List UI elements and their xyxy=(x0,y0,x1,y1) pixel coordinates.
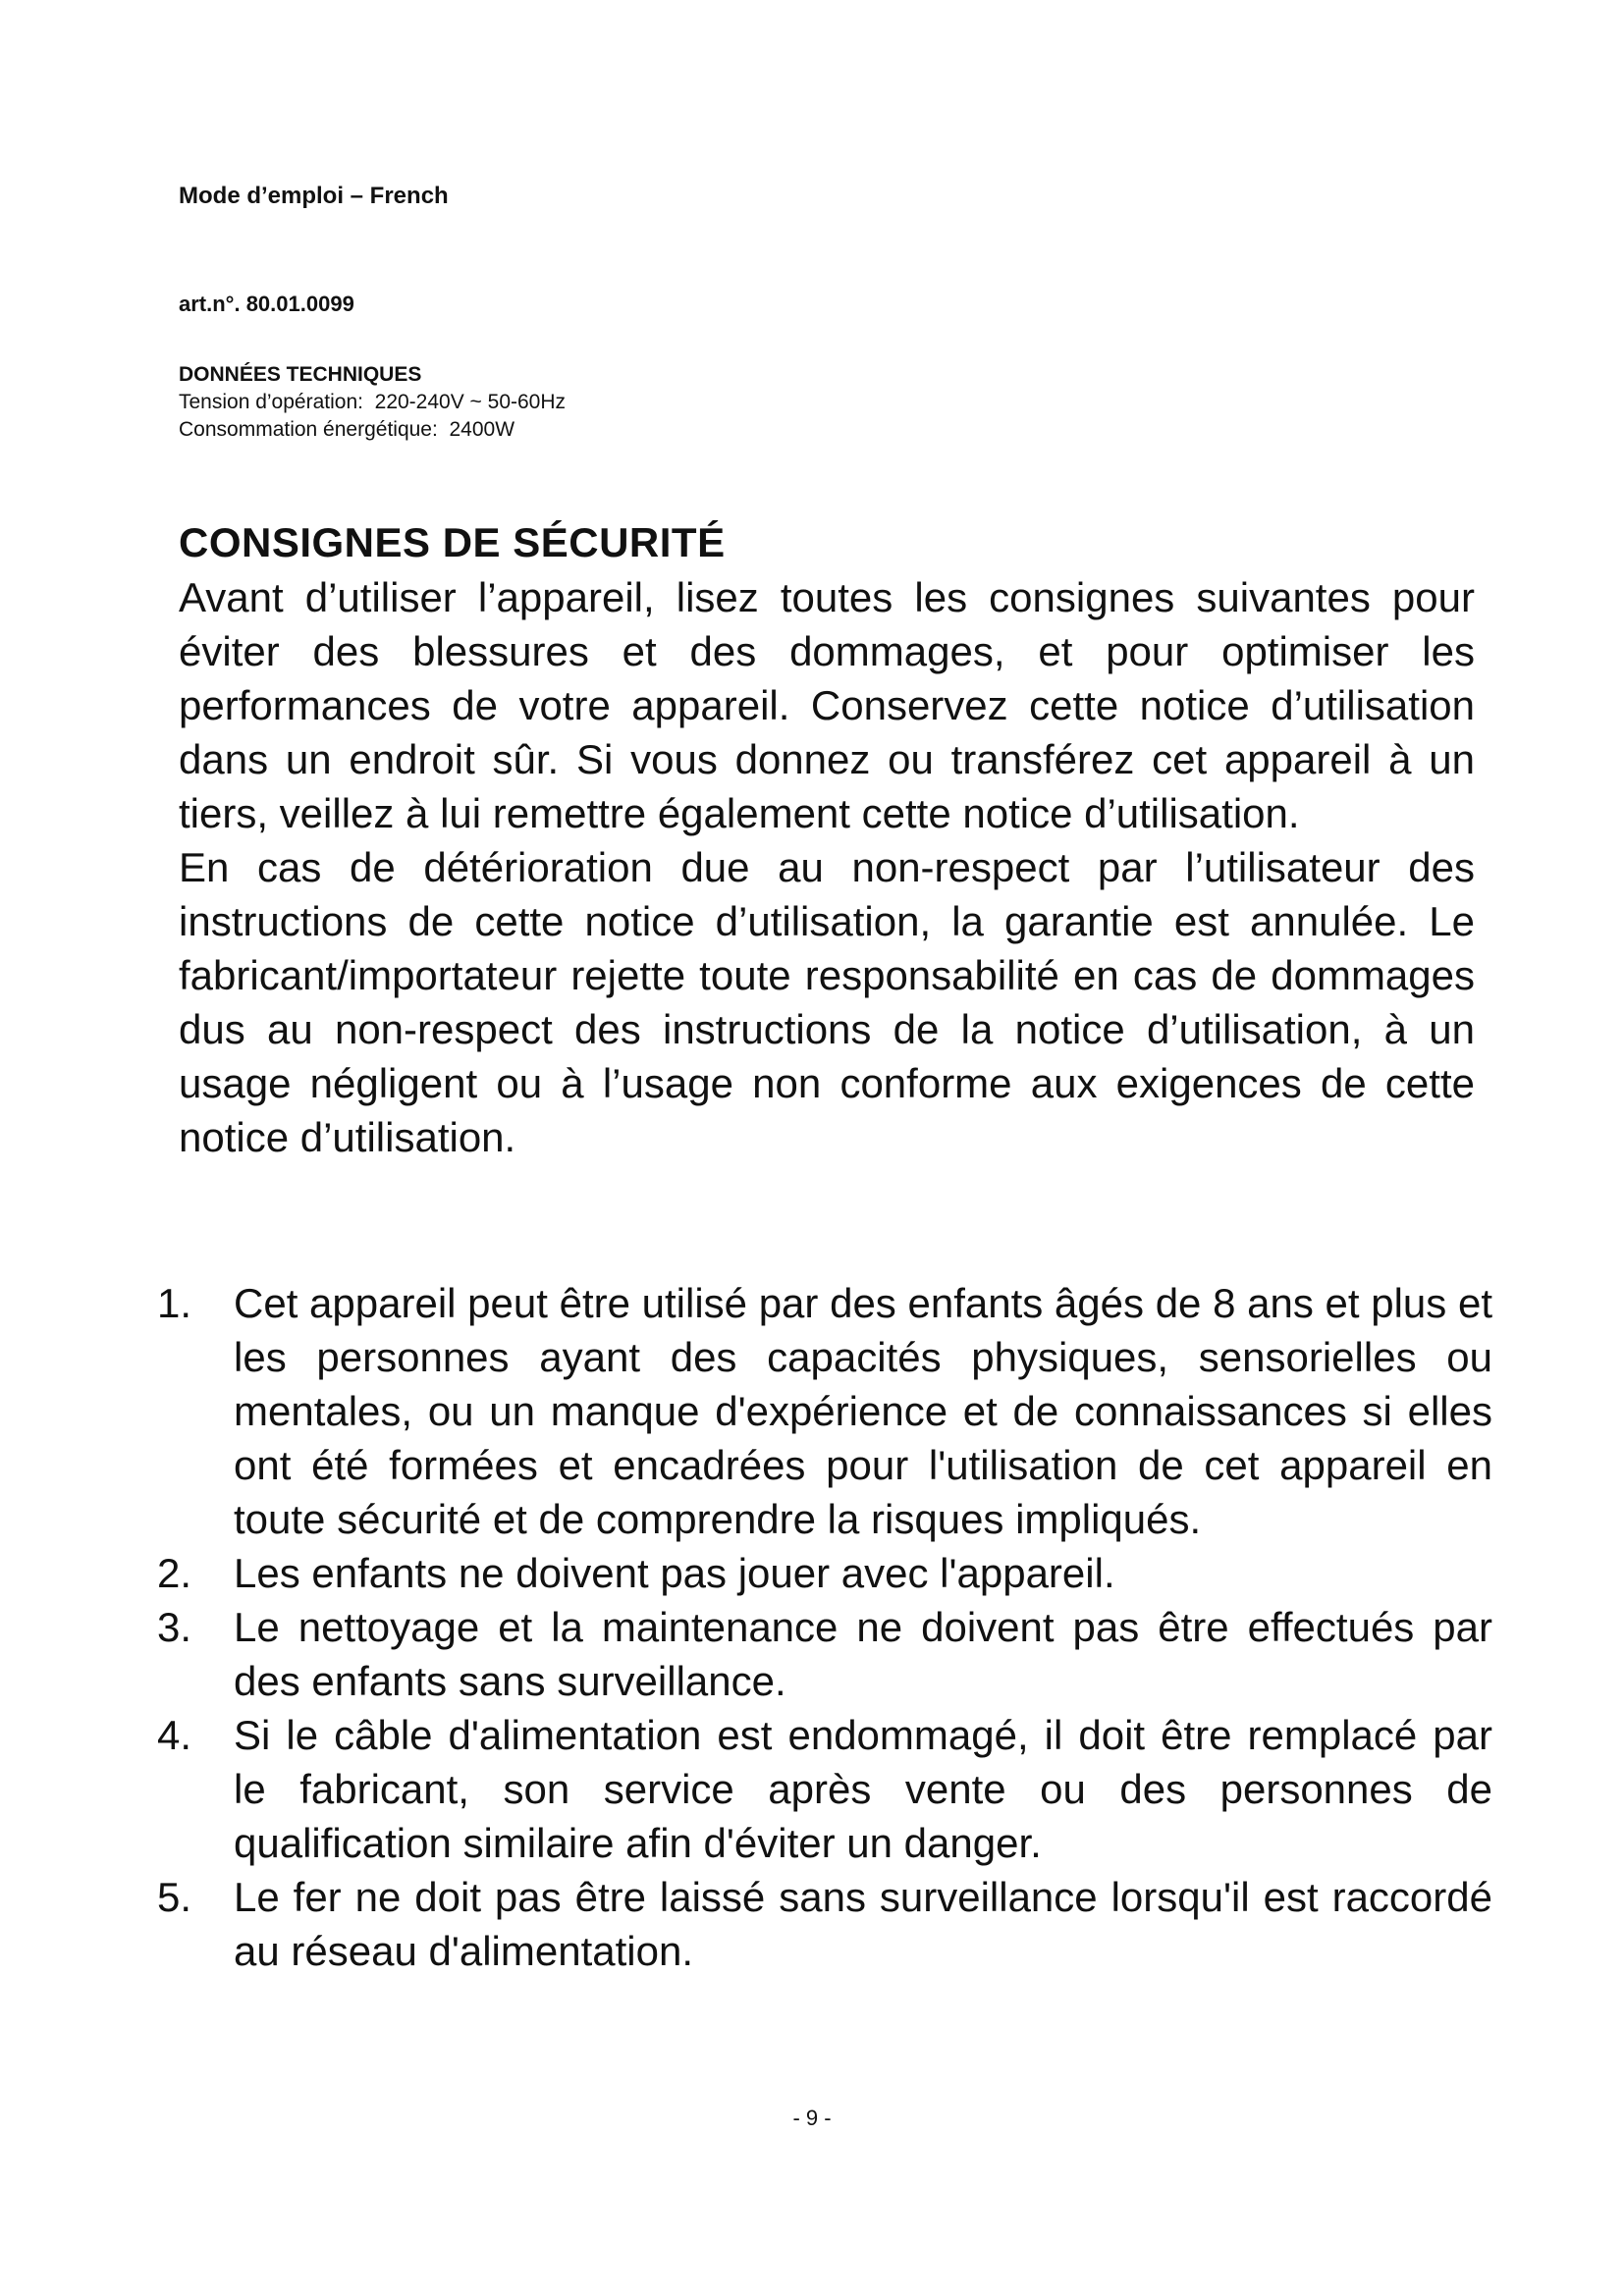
safety-title: CONSIGNES DE SÉCURITÉ xyxy=(179,519,726,565)
list-item-text: Le nettoyage et la maintenance ne doivent pas être effectués par des enfants sans surveillance. xyxy=(234,1604,1492,1704)
safety-list-item-1 xyxy=(157,1276,1492,1546)
list-item-text: Le fer ne doit pas être laissé sans surveillance lorsqu'il est raccordé au réseau d'alimentation. xyxy=(234,1874,1492,1974)
list-item-text: Les enfants ne doivent pas jouer avec l'appareil. xyxy=(234,1550,1115,1596)
page-number: - 9 - xyxy=(792,2106,832,2130)
warranty-paragraph: En cas de détérioration due au non-respect par l’utilisateur des instructions de cette notice d’utilisation, la garantie est annulée. Le fabricant/importateur rejette toute responsabilité en cas de dommages dus au non-respect des instructions de la notice d’utilisation, à un usage négligent ou à l’usage non conforme aux exigences de cette notice d’utilisation. xyxy=(179,844,1475,1160)
operating-voltage: Tension d’opération: 220-240V ~ 50-60Hz xyxy=(179,391,567,413)
list-number: 2. xyxy=(157,1550,192,1596)
list-number: 3. xyxy=(157,1604,192,1650)
list-item-text: Cet appareil peut être utilisé par des enfants âgés de 8 ans et plus et les personnes ayant des capacités physiques, sensorielles ou mentales, ou un manque d'expérience et de connaissances si elles ont été formées et encadrées pour l'utilisation de cet appareil en toute sécurité et de comprendre la risques impliqués. xyxy=(234,1280,1492,1542)
list-number: 4. xyxy=(157,1712,192,1758)
list-number: 5. xyxy=(157,1874,192,1920)
safety-list-item-5 xyxy=(157,1870,1492,1978)
safety-intro-paragraph: Avant d’utiliser l’appareil, lisez toutes les consignes suivantes pour éviter des blessures et des dommages, et pour optimiser les performances de votre appareil. Conservez cette notice d’utilisation dans un endroit sûr. Si vous donnez ou transférez cet appareil à un tiers, veillez à lui remettre également cette notice d’utilisation. xyxy=(179,574,1475,836)
technical-data-title: DONNÉES TECHNIQUES xyxy=(179,363,422,386)
manual-language-heading: Mode d’emploi – French xyxy=(179,183,449,209)
safety-list-item-2 xyxy=(157,1546,1492,1600)
safety-list xyxy=(157,1276,1492,1978)
technical-data-section xyxy=(179,361,1062,444)
article-number: art.n°. 80.01.0099 xyxy=(179,292,354,316)
list-item-text: Si le câble d'alimentation est endommagé, il doit être remplacé par le fabricant, son service après vente ou des personnes de qualification similaire afin d'éviter un danger. xyxy=(234,1712,1492,1866)
safety-list-item-3 xyxy=(157,1600,1492,1708)
power-consumption: Consommation énergétique: 2400W xyxy=(179,418,515,441)
list-number: 1. xyxy=(157,1280,192,1326)
safety-instructions-section xyxy=(179,515,1475,1164)
safety-list-item-4 xyxy=(157,1708,1492,1870)
